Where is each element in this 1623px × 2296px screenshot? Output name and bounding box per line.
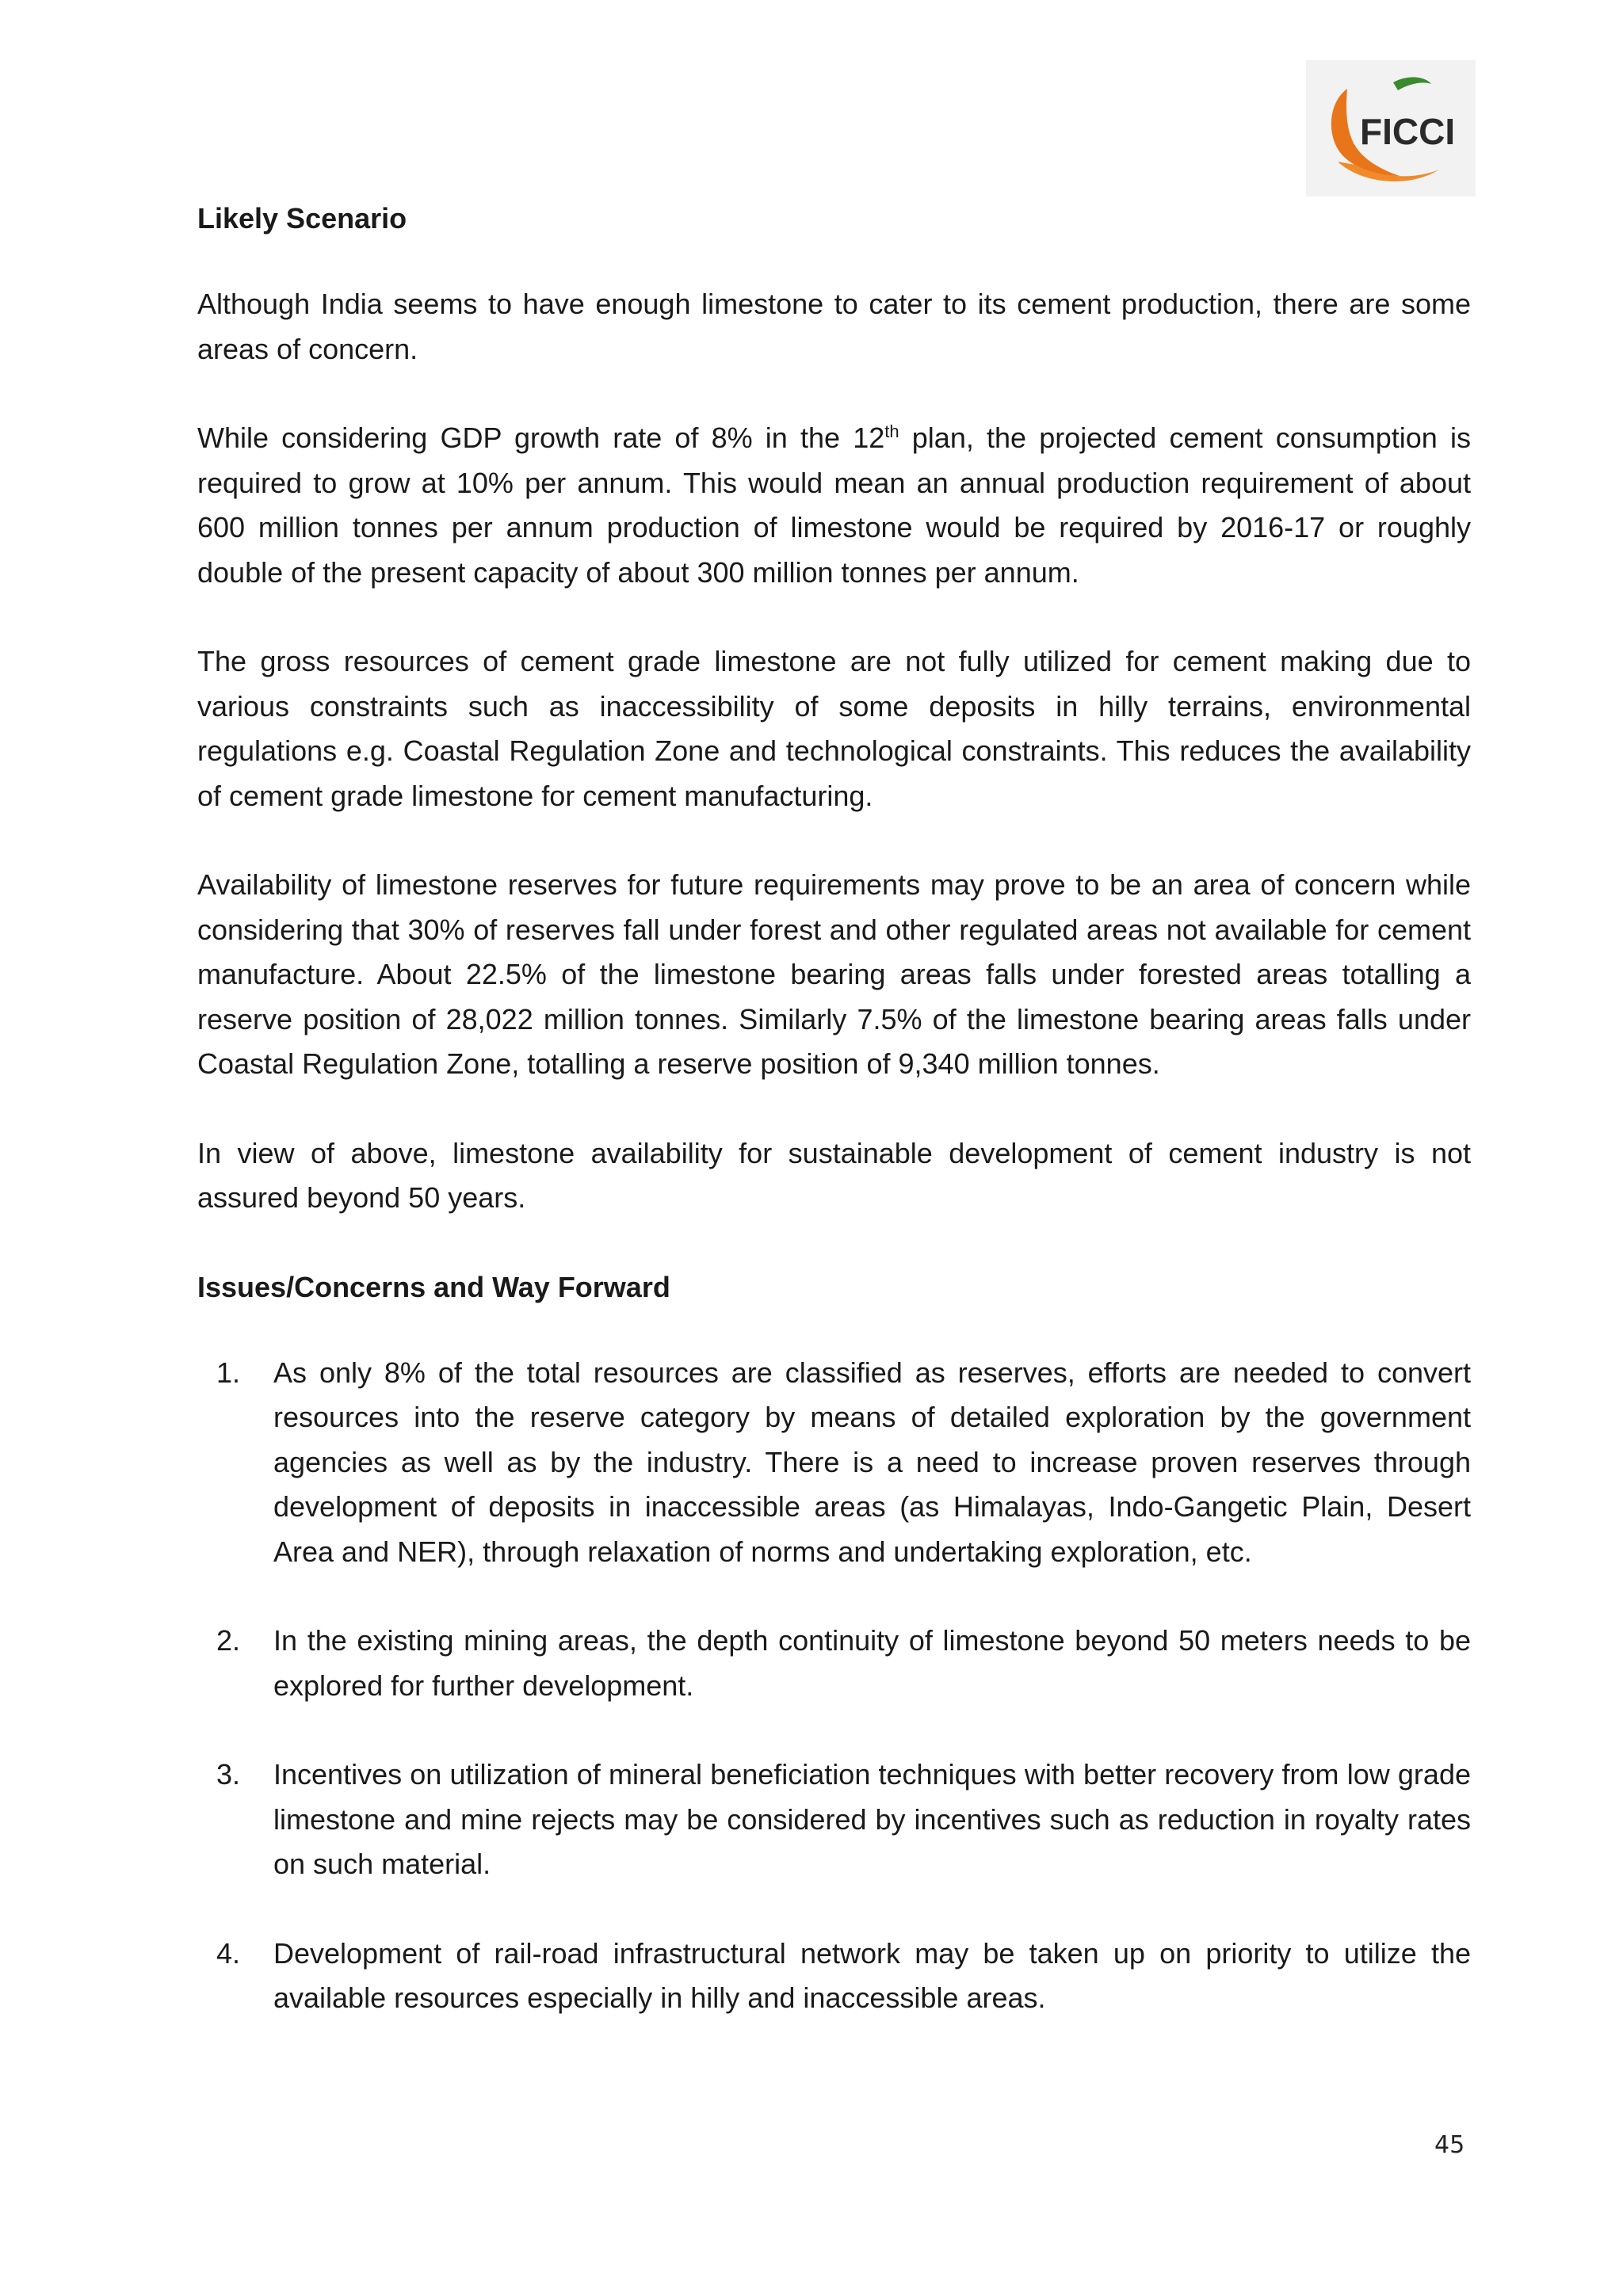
paragraph-gross-resources: The gross resources of cement grade limestone are not fully utilized for cement making due to various constraints such as inaccessibility of some deposits in hilly terrains, environmental regulations e.g. Coastal Regulation Zone and technological constraints. This reduces the availability of cement grade limestone for cement manufacturing. (197, 645, 1471, 812)
ficci-logo (1306, 60, 1476, 196)
ficci-logo-icon (1306, 60, 1476, 196)
paragraph-limestone-concern: Although India seems to have enough limestone to cater to its cement production, there are some areas of concern. (197, 288, 1471, 365)
list-item (197, 1619, 1471, 1708)
paragraph-reserve-availability: Availability of limestone reserves for future requirements may prove to be an area of concern while considering that 30% of reserves fall under forest and other regulated areas not available for cement manufacture. About 22.5% of the limestone bearing areas falls under forested areas totalling a reserve position of 28,022 million tonnes. Similarly 7.5% of the limestone bearing areas falls under Coastal Regulation Zone, totalling a reserve position of 9,340 million tonnes. (197, 868, 1471, 1080)
section-heading-issues: Issues/Concerns and Way Forward (197, 1270, 670, 1303)
page-number: 45 (1434, 2131, 1465, 2159)
ficci-logo-text: FICCI (1360, 111, 1456, 152)
list-item-text: Incentives on utilization of mineral beneficiation techniques with better recovery from low grade limestone and mine rejects may be considered by incentives such as reduction in royalty rates on such material. (273, 1758, 1471, 1880)
superscript-th: th (884, 421, 899, 441)
paragraph-gdp-growth-part1: While considering GDP growth rate of 8% in the 12 (197, 421, 885, 454)
list-item-text: Development of rail-road infrastructural network may be taken up on priority to utilize the available resources especially in hilly and inaccessible areas. (273, 1936, 1471, 2014)
list-item-text: In the existing mining areas, the depth continuity of limestone beyond 50 meters needs to be explored for further development. (273, 1624, 1471, 1702)
list-number: 3. (216, 1758, 241, 1791)
list-item (197, 1753, 1471, 1887)
paragraph-gdp-growth-part2: plan, the projected cement consumption is required to grow at 10% per annum. This would mean an annual production requirement of about 600 million tonnes per annum production of limestone would be required by 2016-17 or roughly double of the present capacity of about 300 million tonnes per annum. (197, 421, 1471, 589)
page-content (197, 196, 1471, 2065)
section-heading-likely-scenario: Likely Scenario (197, 202, 407, 235)
list-item (197, 1932, 1471, 2021)
list-number: 2. (216, 1624, 241, 1657)
list-number: 1. (216, 1356, 241, 1389)
list-item-text: As only 8% of the total resources are classified as reserves, efforts are needed to convert resources into the reserve category by means of detailed exploration by the government agencies as well as by the industry. There is a need to increase proven reserves through development of deposits in inaccessible areas (as Himalayas, Indo-Gangetic Plain, Desert Area and NER), through relaxation of norms and undertaking exploration, etc. (273, 1356, 1471, 1568)
list-number: 4. (216, 1936, 241, 1970)
list-item (197, 1351, 1471, 1575)
paragraph-gdp-growth (197, 416, 1471, 595)
paragraph-sustainability: In view of above, limestone availability for sustainable development of cement industry is not assured beyond 50 years. (197, 1136, 1471, 1214)
